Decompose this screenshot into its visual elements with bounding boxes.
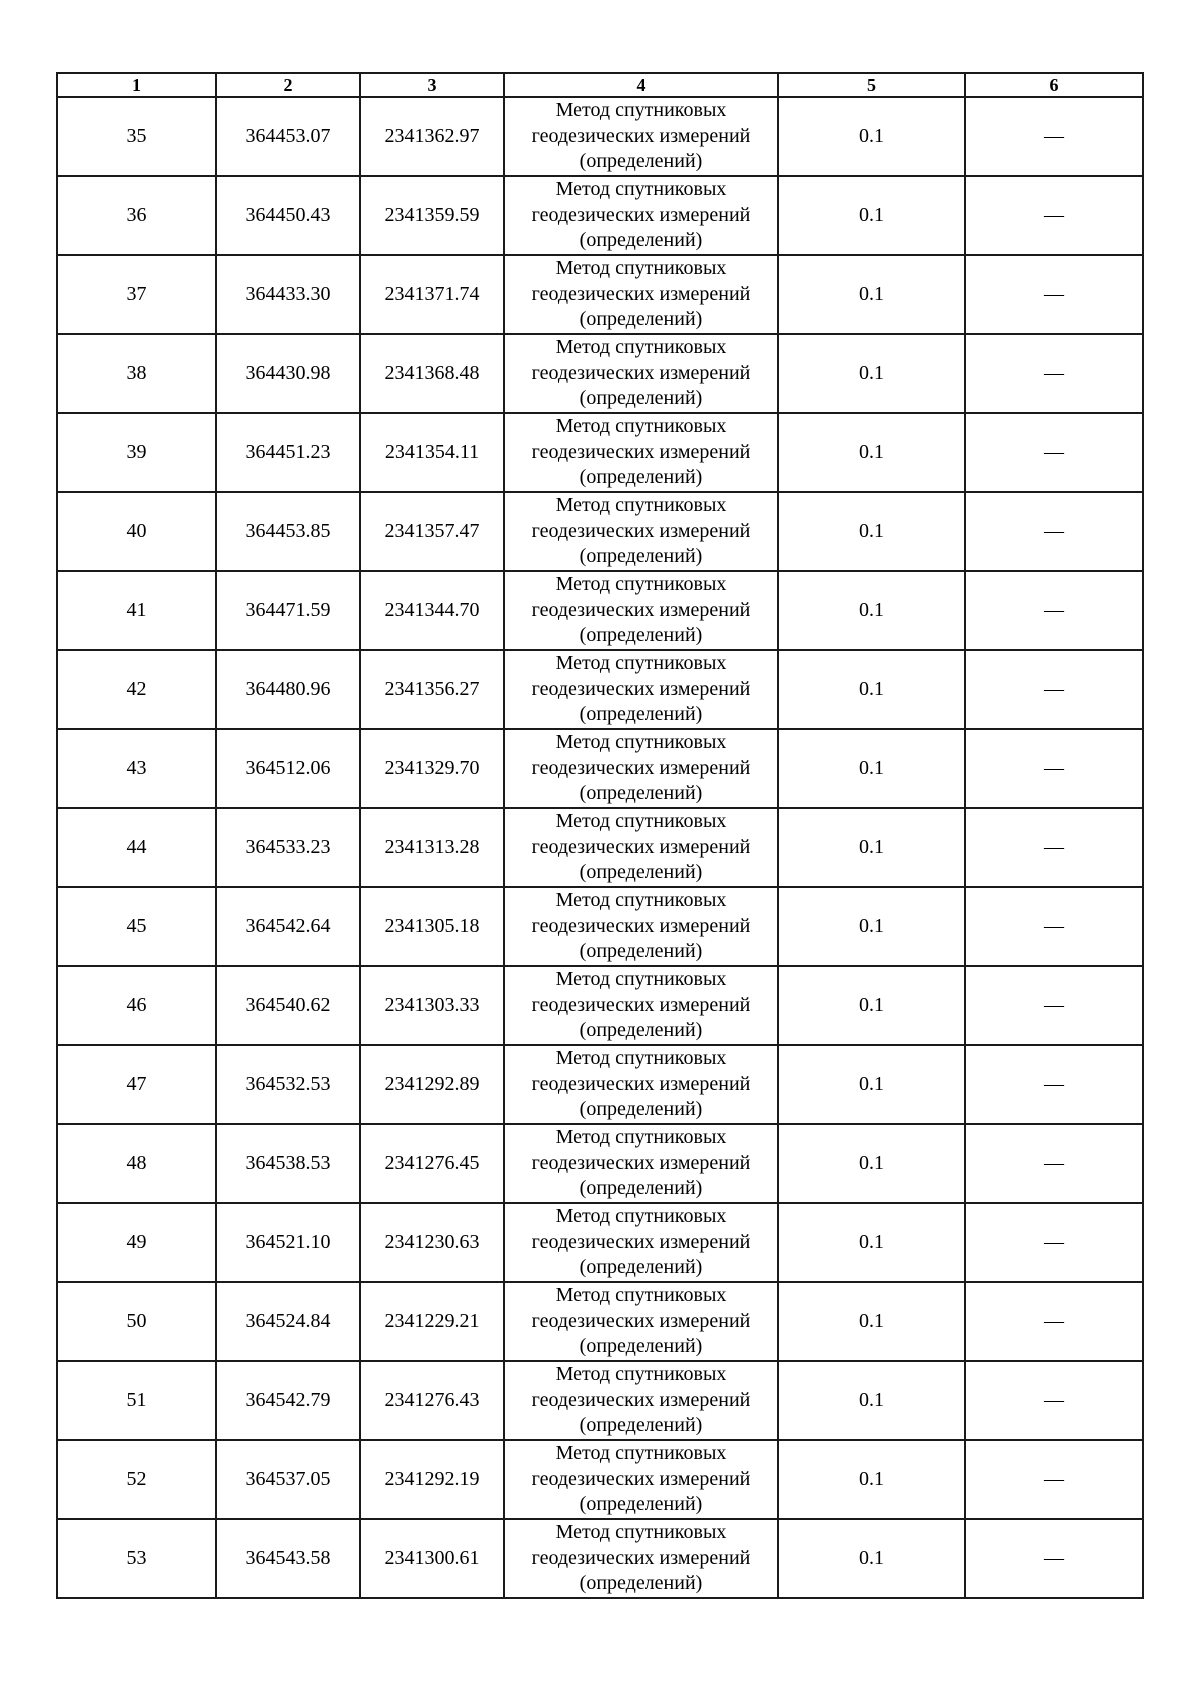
point-number-cell: 47	[57, 1045, 216, 1124]
accuracy-cell: 0.1	[778, 1361, 965, 1440]
y-coordinate-cell: 2341357.47	[360, 492, 504, 571]
table-row	[57, 1519, 1143, 1598]
method-cell	[504, 1124, 778, 1203]
table-row	[57, 808, 1143, 887]
method-text-line: (определений)	[579, 387, 703, 410]
method-text-line: геодезических измерений	[531, 756, 751, 779]
column-header: 3	[360, 73, 504, 97]
accuracy-cell: 0.1	[778, 492, 965, 571]
method-text-line: Метод спутниковых	[555, 415, 727, 438]
point-number-cell: 53	[57, 1519, 216, 1598]
table-row	[57, 97, 1143, 176]
method-cell	[504, 334, 778, 413]
accuracy-cell: 0.1	[778, 1203, 965, 1282]
method-text-line: геодезических измерений	[531, 598, 751, 621]
table-row	[57, 1361, 1143, 1440]
y-coordinate-cell: 2341303.33	[360, 966, 504, 1045]
table-body	[57, 97, 1143, 1598]
x-coordinate-cell: 364512.06	[216, 729, 360, 808]
point-number-cell: 51	[57, 1361, 216, 1440]
point-number-cell: 41	[57, 571, 216, 650]
note-cell: —	[965, 650, 1143, 729]
table-row	[57, 1282, 1143, 1361]
point-number-cell: 39	[57, 413, 216, 492]
method-text-line: Метод спутниковых	[555, 494, 727, 517]
method-cell	[504, 1282, 778, 1361]
coordinates-table	[56, 72, 1144, 1599]
method-text-line: геодезических измерений	[531, 835, 751, 858]
method-text-line: Метод спутниковых	[555, 99, 727, 122]
note-cell: —	[965, 1440, 1143, 1519]
method-cell	[504, 1045, 778, 1124]
method-cell	[504, 413, 778, 492]
x-coordinate-cell: 364543.58	[216, 1519, 360, 1598]
note-cell: —	[965, 1361, 1143, 1440]
accuracy-cell: 0.1	[778, 176, 965, 255]
table-row	[57, 650, 1143, 729]
method-text-line: (определений)	[579, 624, 703, 647]
y-coordinate-cell: 2341229.21	[360, 1282, 504, 1361]
note-cell: —	[965, 334, 1143, 413]
method-cell	[504, 887, 778, 966]
accuracy-cell: 0.1	[778, 729, 965, 808]
point-number-cell: 52	[57, 1440, 216, 1519]
accuracy-cell: 0.1	[778, 1045, 965, 1124]
table-row	[57, 571, 1143, 650]
method-text-line: Метод спутниковых	[555, 1521, 727, 1544]
note-cell: —	[965, 966, 1143, 1045]
method-cell	[504, 1519, 778, 1598]
column-header: 2	[216, 73, 360, 97]
method-text-line: (определений)	[579, 150, 703, 173]
point-number-cell: 43	[57, 729, 216, 808]
note-cell: —	[965, 492, 1143, 571]
method-text-line: геодезических измерений	[531, 361, 751, 384]
method-text-line: Метод спутниковых	[555, 1363, 727, 1386]
method-cell	[504, 255, 778, 334]
y-coordinate-cell: 2341354.11	[360, 413, 504, 492]
y-coordinate-cell: 2341292.89	[360, 1045, 504, 1124]
method-text-line: геодезических измерений	[531, 203, 751, 226]
x-coordinate-cell: 364471.59	[216, 571, 360, 650]
y-coordinate-cell: 2341371.74	[360, 255, 504, 334]
accuracy-cell: 0.1	[778, 808, 965, 887]
note-cell: —	[965, 1124, 1143, 1203]
x-coordinate-cell: 364540.62	[216, 966, 360, 1045]
method-cell	[504, 571, 778, 650]
point-number-cell: 37	[57, 255, 216, 334]
accuracy-cell: 0.1	[778, 255, 965, 334]
method-text-line: геодезических измерений	[531, 1151, 751, 1174]
x-coordinate-cell: 364450.43	[216, 176, 360, 255]
column-header: 6	[965, 73, 1143, 97]
method-text-line: (определений)	[579, 545, 703, 568]
y-coordinate-cell: 2341313.28	[360, 808, 504, 887]
method-text-line: (определений)	[579, 703, 703, 726]
point-number-cell: 40	[57, 492, 216, 571]
method-text-line: геодезических измерений	[531, 1072, 751, 1095]
method-text-line: (определений)	[579, 861, 703, 884]
table-header	[57, 73, 1143, 97]
method-text-line: (определений)	[579, 782, 703, 805]
column-header: 4	[504, 73, 778, 97]
point-number-cell: 49	[57, 1203, 216, 1282]
accuracy-cell: 0.1	[778, 650, 965, 729]
note-cell: —	[965, 176, 1143, 255]
x-coordinate-cell: 364538.53	[216, 1124, 360, 1203]
table-row	[57, 334, 1143, 413]
y-coordinate-cell: 2341359.59	[360, 176, 504, 255]
point-number-cell: 35	[57, 97, 216, 176]
method-text-line: Метод спутниковых	[555, 889, 727, 912]
y-coordinate-cell: 2341292.19	[360, 1440, 504, 1519]
accuracy-cell: 0.1	[778, 97, 965, 176]
x-coordinate-cell: 364542.79	[216, 1361, 360, 1440]
point-number-cell: 45	[57, 887, 216, 966]
method-cell	[504, 808, 778, 887]
note-cell: —	[965, 729, 1143, 808]
method-text-line: Метод спутниковых	[555, 652, 727, 675]
method-text-line: Метод спутниковых	[555, 178, 727, 201]
method-text-line: геодезических измерений	[531, 124, 751, 147]
accuracy-cell: 0.1	[778, 571, 965, 650]
method-cell	[504, 97, 778, 176]
accuracy-cell: 0.1	[778, 1440, 965, 1519]
note-cell: —	[965, 413, 1143, 492]
accuracy-cell: 0.1	[778, 887, 965, 966]
method-text-line: геодезических измерений	[531, 1388, 751, 1411]
method-text-line: Метод спутниковых	[555, 731, 727, 754]
note-cell: —	[965, 887, 1143, 966]
method-text-line: (определений)	[579, 1335, 703, 1358]
method-cell	[504, 1361, 778, 1440]
x-coordinate-cell: 364480.96	[216, 650, 360, 729]
method-text-line: геодезических измерений	[531, 440, 751, 463]
method-text-line: геодезических измерений	[531, 519, 751, 542]
note-cell: —	[965, 808, 1143, 887]
method-text-line: (определений)	[579, 1256, 703, 1279]
note-cell: —	[965, 1045, 1143, 1124]
point-number-cell: 36	[57, 176, 216, 255]
method-text-line: геодезических измерений	[531, 1230, 751, 1253]
x-coordinate-cell: 364451.23	[216, 413, 360, 492]
method-text-line: (определений)	[579, 1414, 703, 1437]
method-text-line: (определений)	[579, 1019, 703, 1042]
x-coordinate-cell: 364433.30	[216, 255, 360, 334]
method-text-line: Метод спутниковых	[555, 1205, 727, 1228]
table-row	[57, 1045, 1143, 1124]
method-text-line: Метод спутниковых	[555, 968, 727, 991]
accuracy-cell: 0.1	[778, 334, 965, 413]
table-row	[57, 966, 1143, 1045]
method-cell	[504, 1203, 778, 1282]
method-cell	[504, 492, 778, 571]
column-header: 1	[57, 73, 216, 97]
point-number-cell: 38	[57, 334, 216, 413]
method-text-line: геодезических измерений	[531, 1467, 751, 1490]
table-row	[57, 492, 1143, 571]
accuracy-cell: 0.1	[778, 1282, 965, 1361]
method-text-line: Метод спутниковых	[555, 257, 727, 280]
y-coordinate-cell: 2341329.70	[360, 729, 504, 808]
note-cell: —	[965, 1203, 1143, 1282]
note-cell: —	[965, 255, 1143, 334]
method-text-line: Метод спутниковых	[555, 1442, 727, 1465]
method-text-line: (определений)	[579, 466, 703, 489]
method-text-line: Метод спутниковых	[555, 1284, 727, 1307]
method-text-line: Метод спутниковых	[555, 1047, 727, 1070]
method-text-line: геодезических измерений	[531, 677, 751, 700]
method-text-line: (определений)	[579, 1572, 703, 1595]
method-cell	[504, 176, 778, 255]
x-coordinate-cell: 364453.85	[216, 492, 360, 571]
y-coordinate-cell: 2341344.70	[360, 571, 504, 650]
point-number-cell: 46	[57, 966, 216, 1045]
x-coordinate-cell: 364537.05	[216, 1440, 360, 1519]
method-cell	[504, 650, 778, 729]
accuracy-cell: 0.1	[778, 1124, 965, 1203]
method-text-line: (определений)	[579, 1493, 703, 1516]
accuracy-cell: 0.1	[778, 966, 965, 1045]
x-coordinate-cell: 364533.23	[216, 808, 360, 887]
table-row	[57, 729, 1143, 808]
method-text-line: (определений)	[579, 308, 703, 331]
method-text-line: (определений)	[579, 229, 703, 252]
x-coordinate-cell: 364542.64	[216, 887, 360, 966]
method-text-line: Метод спутниковых	[555, 336, 727, 359]
method-text-line: (определений)	[579, 1177, 703, 1200]
y-coordinate-cell: 2341230.63	[360, 1203, 504, 1282]
note-cell: —	[965, 1282, 1143, 1361]
method-text-line: геодезических измерений	[531, 282, 751, 305]
table-row	[57, 1440, 1143, 1519]
x-coordinate-cell: 364521.10	[216, 1203, 360, 1282]
method-text-line: геодезических измерений	[531, 1309, 751, 1332]
method-text-line: геодезических измерений	[531, 914, 751, 937]
x-coordinate-cell: 364430.98	[216, 334, 360, 413]
y-coordinate-cell: 2341300.61	[360, 1519, 504, 1598]
method-text-line: геодезических измерений	[531, 993, 751, 1016]
table-row	[57, 176, 1143, 255]
method-text-line: (определений)	[579, 1098, 703, 1121]
point-number-cell: 50	[57, 1282, 216, 1361]
y-coordinate-cell: 2341276.45	[360, 1124, 504, 1203]
method-text-line: Метод спутниковых	[555, 1126, 727, 1149]
method-cell	[504, 966, 778, 1045]
method-cell	[504, 729, 778, 808]
accuracy-cell: 0.1	[778, 1519, 965, 1598]
x-coordinate-cell: 364453.07	[216, 97, 360, 176]
point-number-cell: 48	[57, 1124, 216, 1203]
method-text-line: (определений)	[579, 940, 703, 963]
y-coordinate-cell: 2341356.27	[360, 650, 504, 729]
table-row	[57, 413, 1143, 492]
method-text-line: геодезических измерений	[531, 1546, 751, 1569]
method-text-line: Метод спутниковых	[555, 810, 727, 833]
x-coordinate-cell: 364532.53	[216, 1045, 360, 1124]
method-cell	[504, 1440, 778, 1519]
x-coordinate-cell: 364524.84	[216, 1282, 360, 1361]
y-coordinate-cell: 2341276.43	[360, 1361, 504, 1440]
accuracy-cell: 0.1	[778, 413, 965, 492]
note-cell: —	[965, 1519, 1143, 1598]
point-number-cell: 42	[57, 650, 216, 729]
table-row	[57, 887, 1143, 966]
y-coordinate-cell: 2341368.48	[360, 334, 504, 413]
method-text-line: Метод спутниковых	[555, 573, 727, 596]
y-coordinate-cell: 2341362.97	[360, 97, 504, 176]
note-cell: —	[965, 97, 1143, 176]
table-row	[57, 1203, 1143, 1282]
table-row	[57, 1124, 1143, 1203]
table-row	[57, 255, 1143, 334]
note-cell: —	[965, 571, 1143, 650]
point-number-cell: 44	[57, 808, 216, 887]
y-coordinate-cell: 2341305.18	[360, 887, 504, 966]
column-header: 5	[778, 73, 965, 97]
header-row	[57, 73, 1143, 97]
